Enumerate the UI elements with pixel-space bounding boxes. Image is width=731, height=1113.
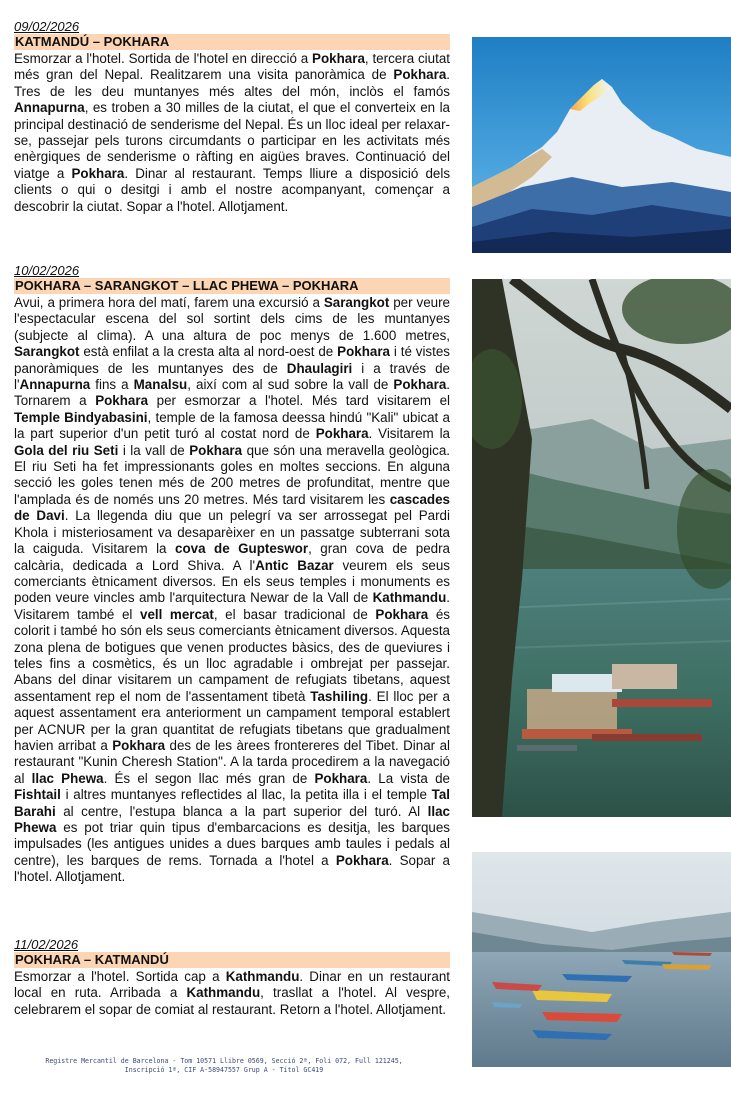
day-section-1: [14, 19, 450, 215]
place-name: Sarangkot: [14, 344, 80, 360]
place-name: Pokhara: [375, 606, 429, 622]
footer-line-1: Registre Mercantil de Barcelona - Tom 10571 Llibre 0569, Secció 2ª, Foli 072, Full 121245,: [45, 1057, 403, 1065]
place-name: Antic Bazar: [255, 557, 334, 573]
text-segment: , tercera ciutat més gran del Nepal. Realitzarem una visita panoràmica de: [14, 51, 450, 83]
day-description: [14, 51, 450, 215]
photo-phewa-lake-tree: [472, 279, 731, 817]
text-segment: Avui, a primera hora del matí, farem una excursió a: [14, 295, 324, 310]
text-segment: fins a: [90, 377, 134, 393]
photo-annapurna-peak: [472, 37, 731, 253]
place-name: Sarangkot: [323, 295, 390, 310]
day-date: 09/02/2026: [14, 19, 80, 34]
text-segment: , així com al sud sobre la vall de: [187, 377, 394, 393]
day-section-3: [14, 937, 450, 1018]
place-name: Pokhara: [393, 377, 447, 393]
company-registry-footer: [24, 1057, 424, 1075]
text-segment: per veure l'espectacular escena del sol sortint dels cims de les muntanyes (subjecte al clima). A una altura de poc menys de 1.600 metres,: [14, 295, 450, 343]
place-name: Tashiling: [310, 688, 369, 704]
text-segment: . Tornarem a: [14, 377, 450, 409]
place-name: Fishtail: [14, 787, 61, 803]
text-segment: . Sopar a l'hotel. Allotjament.: [14, 852, 451, 885]
text-segment: , es troben a 30 milles de la ciutat, el que el converteix en la principal destinació de senderisme del Nepal. És un lloc ideal per relaxar-se, passejar pels turons circumdants o participar en les activitats més enèrgiques de senderisme o ràfting en aigües braves. Continuació del viatge a: [14, 100, 450, 181]
text-segment: Esmorzar a l'hotel. Sortida cap a: [14, 969, 226, 984]
text-segment: i té vistes panoràmiques de les muntanyes des de: [14, 344, 450, 376]
place-name: Pokhara: [112, 737, 166, 753]
place-name: Tal Barahi: [14, 787, 450, 819]
text-segment: es pot triar quin tipus d'embarcacions es desitja, les barques impulsades (les antigues unides a dues barques amb taules i pedals al centre), les barques de rems. Tornada a l'hotel a: [14, 820, 450, 868]
place-name: Pokhara: [314, 770, 368, 786]
day-date: 11/02/2026: [14, 937, 79, 952]
text-segment: per esmorzar a l'hotel. Més tard visitarem el: [148, 393, 450, 409]
place-name: Pokhara: [312, 51, 365, 66]
text-segment: al centre, l'estupa blanca a la part superior del turó. Al: [55, 803, 428, 819]
day-description: [14, 295, 450, 886]
place-name: Pokhara: [393, 67, 447, 83]
text-segment: i altres muntanyes reflectides al llac, la petita illa i el temple: [60, 787, 432, 803]
footer-line-2: Inscripció 1ª, CIF A-58947557 Grup A - Títol GC419: [124, 1066, 324, 1074]
text-segment: , temple de la famosa deessa hindú "Kali" ubicat a la part superior d'un petit turó al costat nord de: [14, 409, 450, 442]
text-segment: . La vista de: [367, 770, 450, 786]
text-segment: . Visitarem la: [368, 426, 450, 442]
place-name: Annapurna: [14, 100, 85, 116]
text-segment: que són una meravella geològica. El riu Seti ha fet impressionants goles en moltes seccions. En alguna secció les goles tenen més de 200 metres de profunditat, mentre que l'amplada és de només uns 20 metres. Més tard visitarem les: [14, 442, 450, 507]
place-name: cascades de Davi: [14, 491, 450, 524]
place-name: Gola del riu Seti: [14, 442, 119, 458]
place-name: Pokhara: [315, 426, 369, 442]
day-title: POKHARA – KATMANDÚ: [14, 952, 450, 968]
place-name: Temple Bindyabasini: [14, 409, 148, 425]
place-name: Annapurna: [19, 377, 91, 393]
text-segment: . El lloc per a aquest assentament era anteriorment un campament temporal establert per ACNUR per la gran quantitat de refugiats tibetans que gradualment havien arribat a: [14, 688, 450, 753]
place-name: Pokhara: [95, 393, 149, 409]
text-segment: Esmorzar a l'hotel. Sortida de l'hotel en direcció a: [14, 51, 313, 66]
text-segment: , el basar tradicional de: [213, 606, 376, 622]
place-name: Pokhara: [337, 344, 390, 360]
text-segment: . La llegenda diu que un pelegrí va ser arrossegat pel Pardi Khola i misteriosament va desaparèixer en un passatge subterrani sota la caiguda. Visitarem la: [14, 508, 450, 557]
text-segment: està enfilat a la cresta alta al nord-oest de: [79, 344, 338, 360]
place-name: Kathmandu: [372, 590, 447, 606]
text-segment: . Visitarem també el: [14, 590, 450, 622]
place-name: Kathmandu: [186, 985, 261, 1001]
day-title: POKHARA – SARANGKOT – LLAC PHEWA – POKHARA: [14, 278, 450, 294]
text-segment: . Tres de les deu muntanyes més altes del món, inclòs el famós: [14, 67, 450, 99]
place-name: Kathmandu: [225, 969, 300, 984]
text-segment: i la vall de: [118, 442, 190, 458]
text-segment: . Dinar al restaurant. Temps lliure a disposició dels clients o qui o desitgi i amb el nostre acompanyant, començar a descobrir la ciutat. Sopar a l'hotel. Allotjament.: [14, 165, 451, 214]
place-name: llac Phewa: [14, 803, 450, 835]
place-name: Pokhara: [71, 165, 125, 181]
text-segment: , gran cova de pedra calcària, dedicada a Lord Shiva. A l': [14, 541, 450, 573]
day-section-2: [14, 263, 450, 886]
place-name: Pokhara: [189, 442, 243, 458]
place-name: vell mercat: [140, 606, 214, 622]
text-segment: veurem els seus comerciants ètnicament diversos. En els seus temples i monuments es poden veure vincles amb l'arquitectura Newar de la Vall de: [14, 557, 450, 606]
place-name: llac Phewa: [31, 770, 104, 786]
text-segment: és colorit i també ho són els seus comerciants ètnicament diversos. Aquesta zona plena de botigues que venen productes bàsics, des de queviures i teles fins a cosmètics, és un lloc agradable i ombrejat per passejar. Abans del dinar visitarem un campament de refugiats tibetans, aquest assentament rep el nom de l'assentament tibetà: [14, 606, 450, 704]
text-segment: i a través de l': [14, 360, 450, 393]
day-description: [14, 969, 450, 1018]
photo-phewa-lake-boats: [472, 852, 731, 1067]
text-segment: des de les àrees frontereres del Tibet. Dinar al restaurant "Kunin Cheresh Station". A la tarda procedirem a la navegació al: [14, 737, 450, 786]
text-segment: . És el segon llac més gran de: [103, 770, 315, 786]
text-segment: , trasllat a l'hotel. Al vespre, celebrarem el sopar de comiat al restaurant. Retorn a l'hotel. Allotjament.: [14, 985, 451, 1017]
place-name: Pokhara: [335, 852, 389, 868]
day-date: 10/02/2026: [14, 263, 80, 278]
day-title: KATMANDÚ – POKHARA: [14, 34, 450, 50]
place-name: Dhaulagiri: [286, 360, 353, 376]
place-name: cova de Gupteswor: [175, 541, 309, 557]
place-name: Manalsu: [133, 377, 188, 393]
text-segment: . Dinar en un restaurant local en ruta. Arribada a: [14, 969, 450, 1001]
